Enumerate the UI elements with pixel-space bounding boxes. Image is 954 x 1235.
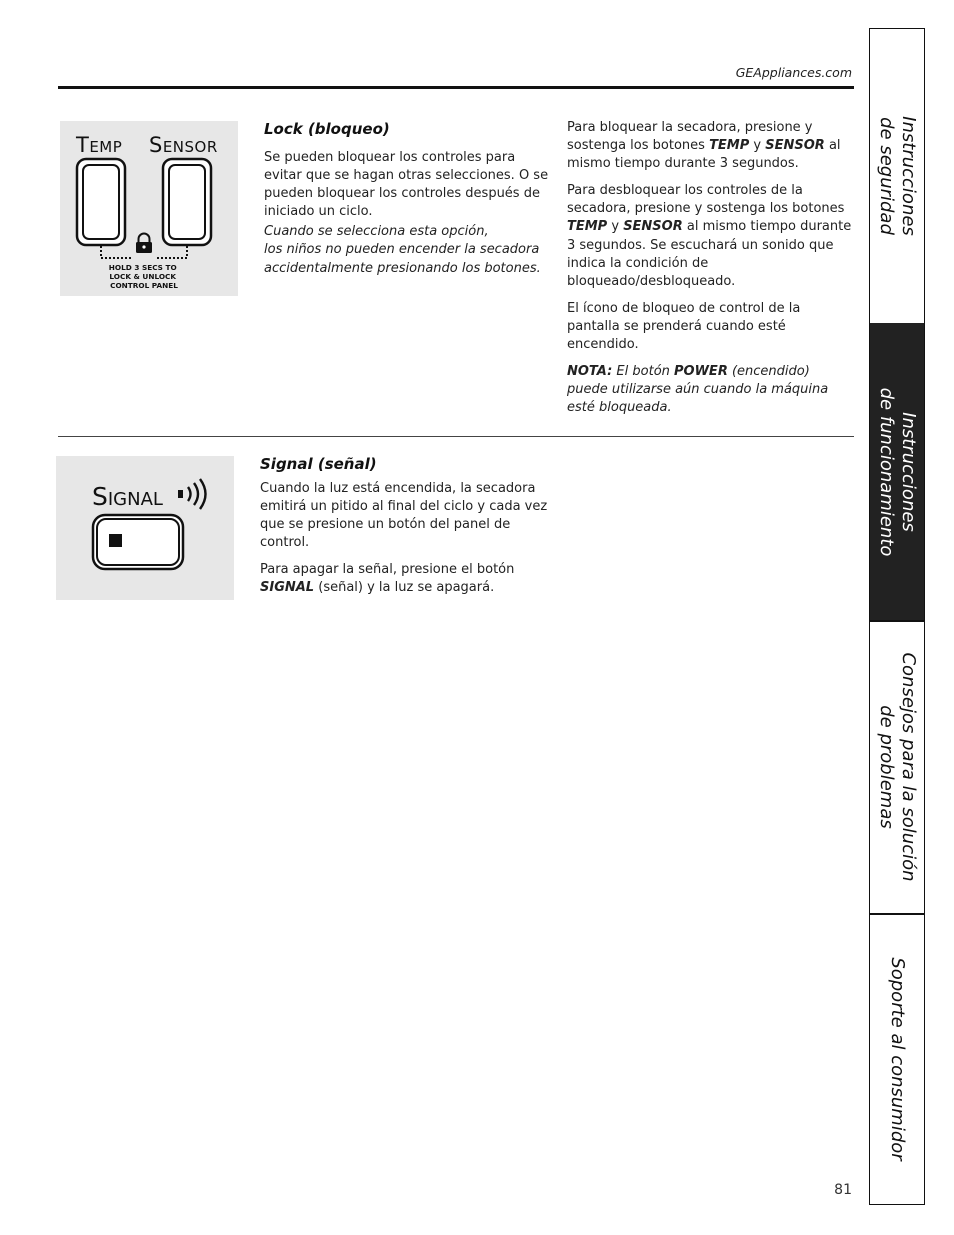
hold-line-1: HOLD 3 SECS TO: [108, 263, 177, 272]
site-url: GEAppliances.com: [735, 65, 852, 80]
sensor-button-inner: [169, 165, 205, 239]
top-rule: [58, 86, 854, 89]
tab-safety-instructions[interactable]: [870, 29, 924, 323]
tab-label: Instrucciones de funcionamiento: [876, 387, 919, 556]
lock-paragraph-1: Se pueden bloquear los controles para evitar que se hagan otras selecciones. O se pueden bloquear los controles después de iniciado un ciclo.: [264, 150, 549, 220]
tab-label: Soporte al consumidor: [887, 956, 908, 1161]
signal-paragraph-1: Cuando la luz está encendida, la secadora emitirá un pitido al final del ciclo y cada vez que se presione un botón del panel de control.: [260, 481, 548, 551]
text: (encendido) puede utilizarse aún cuando la máquina esté bloqueada.: [567, 364, 829, 416]
hold-instruction: [109, 263, 179, 290]
tab-label: Consejos para la solución de problemas: [876, 652, 919, 882]
page-number: 81: [834, 1182, 852, 1198]
lock-paragraph-2: Cuando se selecciona esta opción, los niños no pueden encender la secadora accidentalmente presionando los botones.: [264, 224, 541, 276]
tab-label: Instrucciones de seguridad: [876, 116, 919, 236]
text: al mismo tiempo durante 3 segundos. Se escuchará un sonido que indica la condición de bloqueado/desbloqueado.: [567, 219, 852, 289]
temp-sensor-panel-graphic: [60, 121, 238, 296]
lock-instruction-1: [567, 119, 852, 173]
sensor-label: Sensor: [149, 133, 218, 157]
lock-note: [567, 363, 852, 417]
tab-troubleshooting[interactable]: [870, 621, 924, 913]
hold-line-3: CONTROL PANEL: [110, 281, 178, 290]
sensor-keyword: SENSOR: [623, 219, 683, 235]
text: (señal) y la luz se apagará.: [314, 580, 495, 596]
signal-paragraph-2: [260, 561, 550, 597]
signal-heading: Signal (señal): [260, 455, 377, 473]
text: Para bloquear la secadora, presione y sostenga los botones: [567, 120, 813, 154]
signal-label: Signal: [92, 482, 163, 511]
lock-heading: Lock (bloqueo): [264, 120, 390, 138]
lock-icon: [136, 234, 152, 254]
temp-keyword: TEMP: [567, 219, 608, 235]
temp-sensor-panel-illustration: [60, 121, 238, 296]
text: al mismo tiempo durante 3 segundos.: [567, 138, 841, 172]
unlock-instruction: [567, 182, 852, 291]
power-keyword: POWER: [674, 364, 728, 380]
text: Para desbloquear los controles de la secadora, presione y sostenga los botones: [567, 183, 845, 217]
section-sidebar: [869, 28, 925, 1205]
text: Para apagar la señal, presione el botón: [260, 562, 515, 578]
signal-panel-illustration: [56, 456, 234, 600]
sound-icon: [178, 479, 206, 509]
signal-indicator-light: [109, 534, 122, 547]
temp-label: Temp: [76, 133, 123, 157]
signal-keyword: SIGNAL: [260, 580, 315, 596]
signal-panel-graphic: [56, 456, 234, 600]
lock-description: [264, 149, 554, 278]
signal-description: [260, 480, 550, 598]
text: y: [607, 219, 624, 235]
sensor-keyword: SENSOR: [765, 138, 825, 154]
temp-button-inner: [83, 165, 119, 239]
tab-operating-instructions[interactable]: [870, 323, 924, 620]
tab-consumer-support[interactable]: [870, 914, 924, 1203]
temp-keyword: TEMP: [709, 138, 750, 154]
text: y: [749, 138, 766, 154]
note-label: NOTA:: [567, 364, 613, 380]
lock-icon-info: El ícono de bloqueo de control de la pantalla se prenderá cuando esté encendido.: [567, 300, 801, 353]
hold-line-2: LOCK & UNLOCK: [109, 272, 177, 281]
lock-instructions: [567, 119, 852, 417]
section-divider: [58, 436, 854, 437]
text: El botón: [612, 364, 675, 380]
